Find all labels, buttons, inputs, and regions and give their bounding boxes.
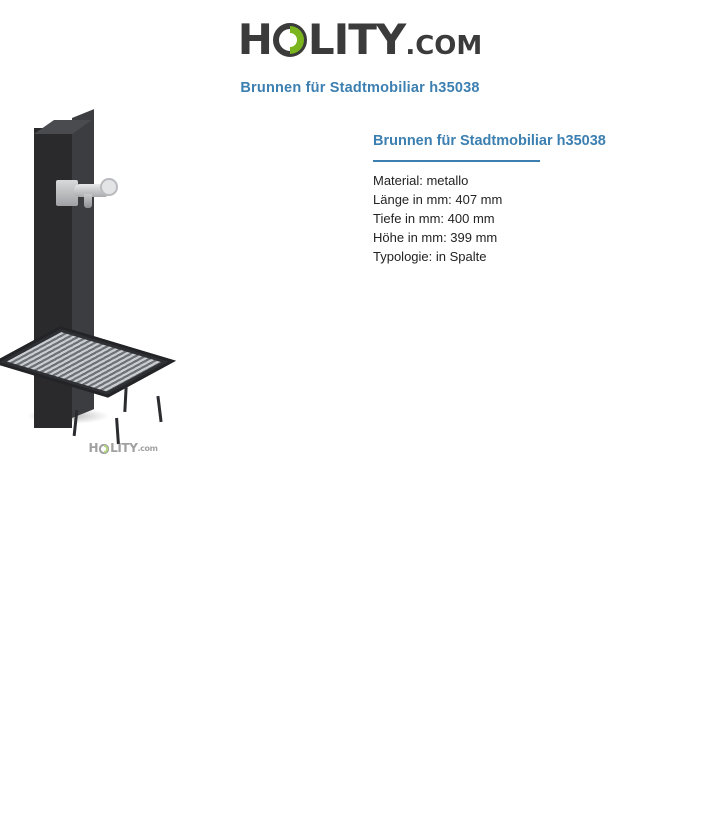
- grate-leg: [123, 386, 127, 412]
- tap-handle: [100, 178, 118, 196]
- spec-depth: Tiefe in mm: 400 mm: [373, 211, 495, 226]
- grate-leg: [156, 396, 162, 422]
- product-spec-list: [373, 171, 673, 266]
- logo-letter-h: H: [237, 15, 272, 64]
- title-underline: [373, 160, 540, 162]
- drain-grate-bars: [7, 332, 161, 391]
- tap-spout-nose: [84, 194, 92, 208]
- page-title: Brunnen für Stadtmobiliar h35038: [240, 80, 480, 96]
- product-image-canvas: [12, 118, 342, 438]
- spec-typology: Typologie: in Spalte: [373, 249, 487, 264]
- image-watermark-logo: [78, 440, 168, 456]
- logo-letters-lity: LITY: [307, 15, 406, 64]
- product-title: Brunnen für Stadtmobiliar h35038: [373, 133, 606, 149]
- watermark-dotcom: .com: [137, 443, 158, 453]
- site-logo[interactable]: [237, 15, 483, 68]
- logo-dotcom: .COM: [405, 31, 483, 61]
- watermark-o-icon: [99, 443, 109, 453]
- product-image[interactable]: [12, 118, 342, 438]
- spec-length: Länge in mm: 407 mm: [373, 192, 503, 207]
- watermark-letter-h: H: [88, 441, 99, 455]
- product-details: [373, 132, 673, 266]
- site-header: [0, 15, 720, 68]
- spec-material: Material: metallo: [373, 173, 469, 188]
- spec-height: Höhe in mm: 399 mm: [373, 230, 498, 245]
- watermark-letters-lity: LITY: [110, 441, 138, 455]
- drain-grate: [0, 326, 176, 398]
- logo-o-icon: [273, 23, 307, 57]
